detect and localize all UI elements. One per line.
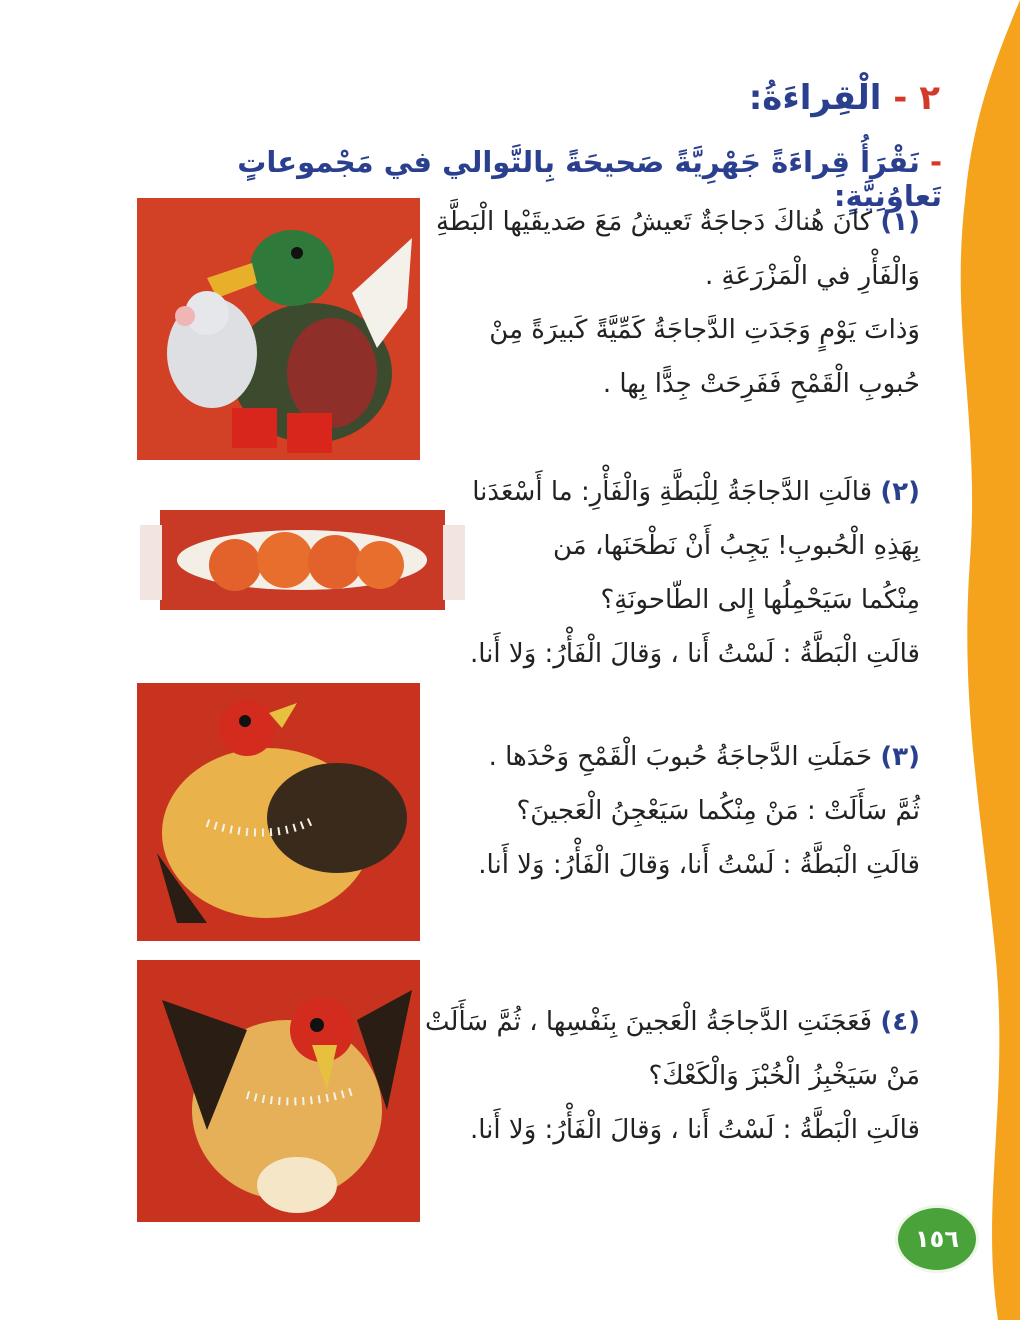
paragraph-3 xyxy=(400,730,920,892)
paragraph-4-number: (٤) xyxy=(880,1007,920,1037)
heading-number: ٢ - xyxy=(893,78,940,118)
instruction-dash: - xyxy=(929,145,942,179)
paragraph-1-line-2: وَالْفَأْرِ في الْمَزْرَعَةِ . xyxy=(704,261,920,291)
paragraph-2-number: (٢) xyxy=(880,477,920,507)
orange-side-stripe xyxy=(940,0,1020,1320)
paragraph-4-line-1: (٤) فَعَجَنَتِ الدَّجاجَةُ الْعَجينَ بِنَفْسِها ، ثُمَّ سَأَلَتْ xyxy=(425,1007,920,1037)
hen-kneading-illustration xyxy=(137,960,420,1222)
page-number: ١٥٦ xyxy=(915,1225,959,1253)
paragraph-1-line-4: حُبوبِ الْقَمْحِ فَفَرِحَتْ جِدًّا بِها . xyxy=(602,369,920,399)
duck-mouse-illustration xyxy=(137,198,420,460)
paragraph-2-line-4: قالَتِ الْبَطَّةُ : لَسْتُ أَنا ، وَقالَ الْفَأْرُ: وَلا أَنا. xyxy=(470,639,920,669)
paragraph-4-line-3: قالَتِ الْبَطَّةُ : لَسْتُ أَنا ، وَقالَ الْفَأْرُ: وَلا أَنا. xyxy=(470,1115,920,1145)
paragraph-4 xyxy=(400,995,920,1157)
paragraph-1-line-3: وَذاتَ يَوْمٍ وَجَدَتِ الدَّجاجَةُ كَمِّيَّةً كَبيرَةً مِنْ xyxy=(489,315,920,345)
paragraph-3-number: (٣) xyxy=(880,742,920,772)
paragraph-1 xyxy=(400,195,920,411)
paragraph-2-line-3: مِنْكُما سَيَحْمِلُها إِلى الطّاحونَةِ؟ xyxy=(600,585,920,615)
paragraph-4-line-2: مَنْ سَيَخْبِزُ الْخُبْزَ وَالْكَعْكَ؟ xyxy=(648,1061,920,1091)
paragraph-3-line-2: ثُمَّ سَأَلَتْ : مَنْ مِنْكُما سَيَعْجِنُ الْعَجينَ؟ xyxy=(516,796,920,826)
page-number-badge xyxy=(895,1205,979,1273)
section-heading xyxy=(240,78,940,118)
paragraph-3-line-1: (٣) حَمَلَتِ الدَّجاجَةُ حُبوبَ الْقَمْحِ وَحْدَها . xyxy=(488,742,920,772)
paragraph-2-line-2: بِهَذِهِ الْحُبوبِ! يَجِبُ أَنْ نَطْحَنَها، مَن xyxy=(553,531,920,561)
hen-illustration xyxy=(137,683,420,941)
paragraph-1-line-1: (١) كانَ هُناكَ دَجاجَةٌ تَعيشُ مَعَ صَديقَيْها الْبَطَّةِ xyxy=(435,207,920,237)
paragraph-2 xyxy=(470,465,920,681)
grain-bundle-illustration xyxy=(140,490,465,630)
instruction-text: نَقْرَأُ قِراءَةً جَهْرِيَّةً صَحيحَةً بِالتَّوالي في مَجْموعاتٍ تَعاوُنِيَّةٍ: xyxy=(237,145,942,213)
paragraph-3-line-3: قالَتِ الْبَطَّةُ : لَسْتُ أَنا، وَقالَ الْفَأْرُ: وَلا أَنا. xyxy=(478,850,920,880)
paragraph-2-line-1: (٢) قالَتِ الدَّجاجَةُ لِلْبَطَّةِ وَالْفَأْرِ: ما أَسْعَدَنا xyxy=(472,477,920,507)
paragraph-1-number: (١) xyxy=(880,207,920,237)
heading-title: الْقِراءَةُ: xyxy=(748,78,882,118)
